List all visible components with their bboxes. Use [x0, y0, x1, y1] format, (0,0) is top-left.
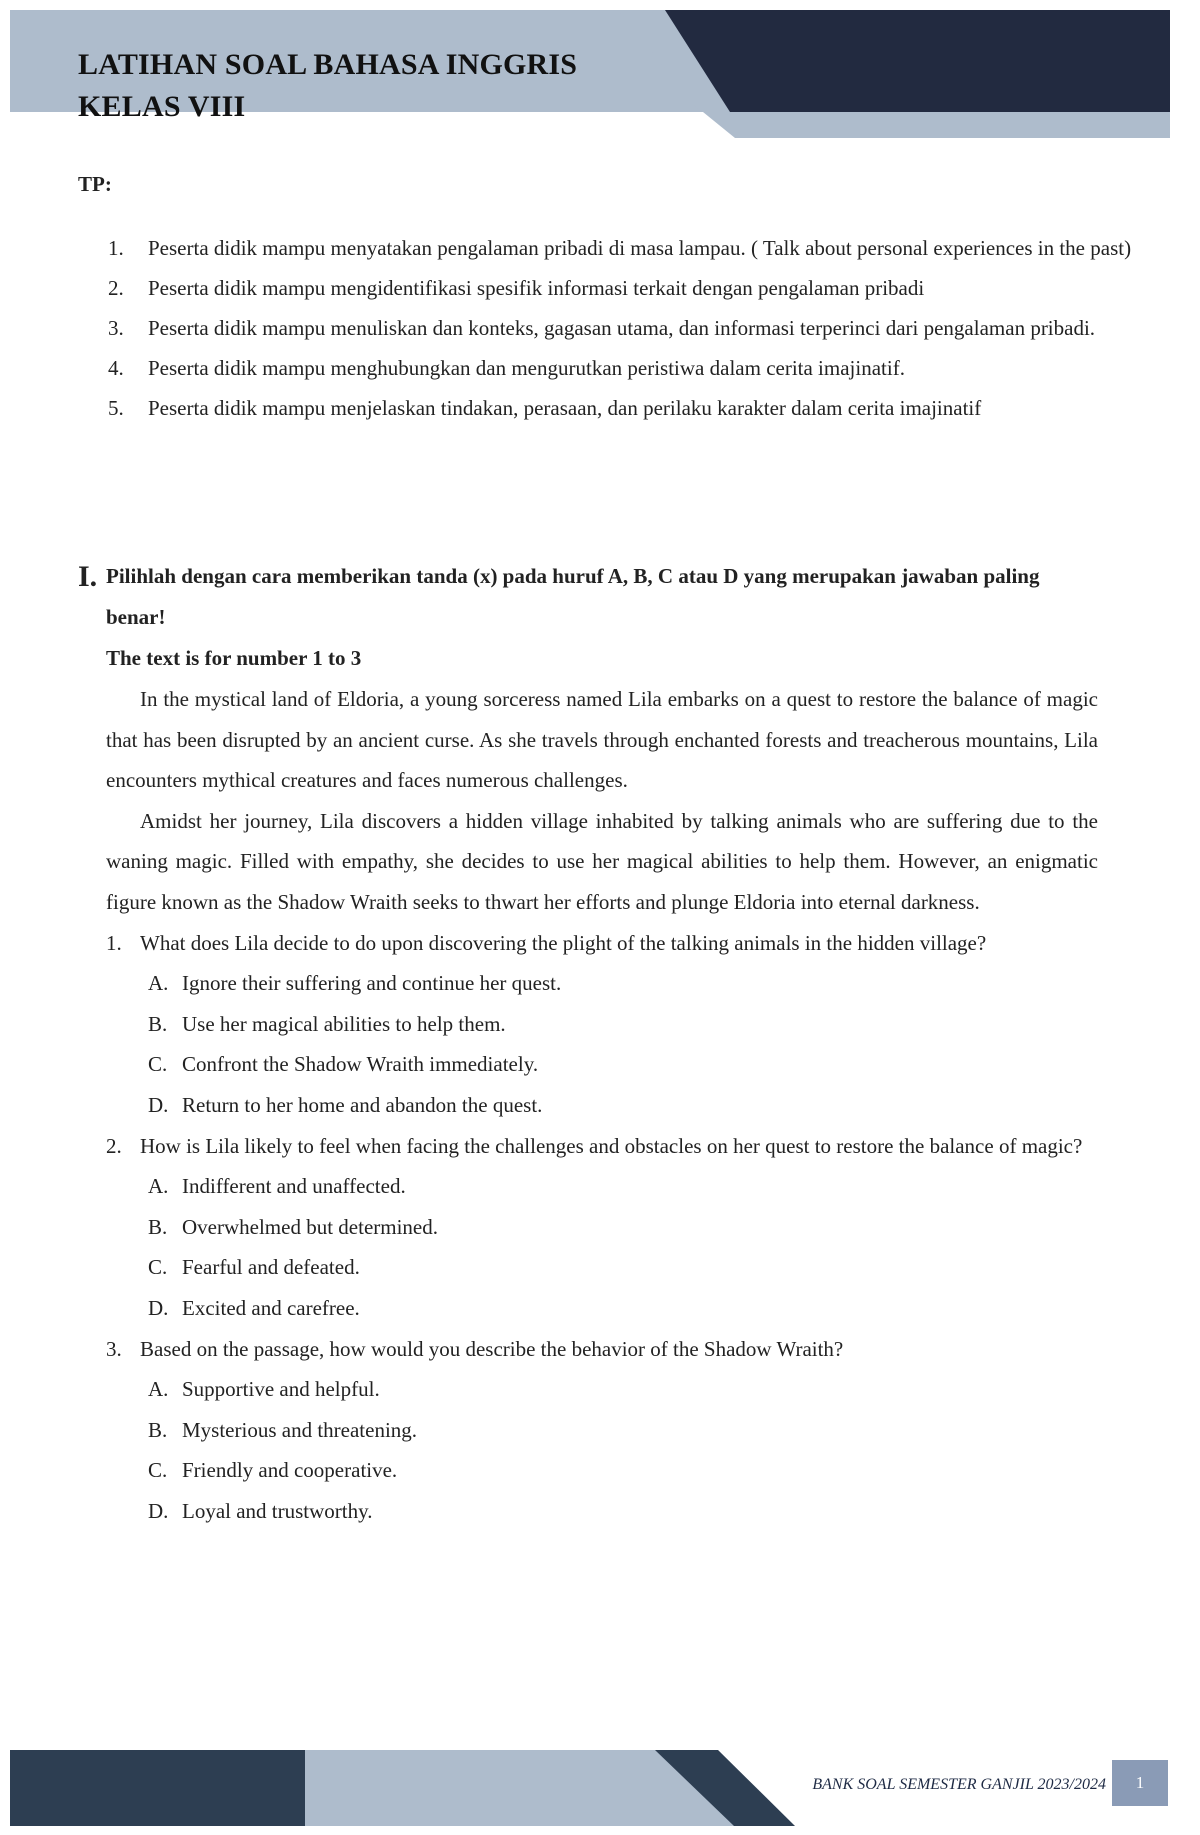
option-text: Ignore their suffering and continue her quest.	[182, 971, 562, 996]
question-text: What does Lila decide to do upon discovering the plight of the talking animals in the hidden village?	[140, 930, 987, 955]
question-number: 3.	[106, 1336, 122, 1361]
answer-option[interactable]	[148, 1491, 1098, 1532]
tp-item	[108, 228, 1172, 268]
answer-option[interactable]	[148, 1247, 1098, 1288]
option-letter: A.	[148, 1174, 169, 1199]
header-band	[0, 0, 1200, 150]
section-numeral: I.	[78, 560, 98, 593]
question-number: 1.	[106, 930, 122, 955]
option-text: Fearful and defeated.	[182, 1255, 360, 1280]
tp-item	[108, 388, 1172, 428]
answer-option[interactable]	[148, 1369, 1098, 1410]
option-text: Overwhelmed but determined.	[182, 1214, 438, 1239]
question-number: 2.	[106, 1133, 122, 1158]
tp-item-text: Peserta didik mampu mengidentifikasi spesifik informasi terkait dengan pengalaman pribadi	[148, 276, 925, 300]
answer-option[interactable]	[148, 1085, 1098, 1126]
question-text: Based on the passage, how would you describe the behavior of the Shadow Wraith?	[140, 1336, 844, 1361]
tp-list	[108, 228, 1172, 428]
tp-item-number: 5.	[108, 396, 124, 420]
tp-item	[108, 268, 1172, 308]
header-navy-band	[665, 10, 1170, 112]
answer-option[interactable]	[148, 1207, 1098, 1248]
tp-item	[108, 308, 1172, 348]
reading-paragraph: In the mystical land of Eldoria, a young sorceress named Lila embarks on a quest to restore the balance of magic that has been disrupted by an ancient curse. As she travels through enchanted forests and treacherous mountains, Lila encounters mythical creatures and faces numerous challenges.	[106, 687, 1098, 793]
section-1	[78, 556, 1098, 1531]
question-text: How is Lila likely to feel when facing the challenges and obstacles on her quest to restore the balance of magic?	[140, 1133, 1083, 1158]
option-letter: C.	[148, 1052, 168, 1077]
tp-label: TP:	[78, 172, 112, 196]
option-text: Supportive and helpful.	[182, 1377, 380, 1402]
title-line-2: KELAS VIII	[78, 90, 246, 123]
option-text: Mysterious and threatening.	[182, 1417, 418, 1442]
tp-item-text: Peserta didik mampu menjelaskan tindakan, perasaan, dan perilaku karakter dalam cerita imajinatif	[148, 396, 982, 420]
option-letter: D.	[148, 1295, 169, 1320]
option-text: Loyal and trustworthy.	[182, 1498, 373, 1523]
question	[106, 1126, 1098, 1167]
footer-label: BANK SOAL SEMESTER GANJIL 2023/2024	[812, 1776, 1106, 1793]
answer-option[interactable]	[148, 963, 1098, 1004]
page-number: 1	[1112, 1760, 1168, 1806]
tp-item-number: 1.	[108, 236, 124, 260]
answer-option[interactable]	[148, 1410, 1098, 1451]
option-letter: D.	[148, 1498, 169, 1523]
option-text: Confront the Shadow Wraith immediately.	[182, 1052, 539, 1077]
text-for-label: The text is for number 1 to 3	[106, 646, 362, 670]
answer-option[interactable]	[148, 1166, 1098, 1207]
option-text: Excited and carefree.	[182, 1295, 360, 1320]
section-heading	[78, 556, 1098, 638]
page-title	[78, 44, 577, 128]
section-instruction: Pilihlah dengan cara memberikan tanda (x) pada huruf A, B, C atau D yang merupakan jawaban paling benar!	[106, 564, 1040, 629]
option-letter: D.	[148, 1092, 169, 1117]
option-text: Return to her home and abandon the quest.	[182, 1092, 543, 1117]
tp-item-number: 2.	[108, 276, 124, 300]
option-letter: B.	[148, 1011, 168, 1036]
option-text: Use her magical abilities to help them.	[182, 1011, 506, 1036]
option-text: Indifferent and unaffected.	[182, 1174, 406, 1199]
option-text: Friendly and cooperative.	[182, 1458, 398, 1483]
question	[106, 1329, 1098, 1370]
tp-item	[108, 348, 1172, 388]
option-letter: B.	[148, 1214, 168, 1239]
answer-option[interactable]	[148, 1004, 1098, 1045]
footer-dark-block	[10, 1750, 305, 1826]
tp-item-text: Peserta didik mampu menyatakan pengalaman pribadi di masa lampau. ( Talk about personal experiences in the past)	[148, 236, 1132, 260]
answer-option[interactable]	[148, 1288, 1098, 1329]
option-letter: C.	[148, 1255, 168, 1280]
tp-item-text: Peserta didik mampu menuliskan dan konteks, gagasan utama, dan informasi terperinci dari pengalaman pribadi.	[148, 316, 1096, 340]
title-line-1: LATIHAN SOAL BAHASA INGGRIS	[78, 48, 578, 81]
tp-item-number: 3.	[108, 316, 124, 340]
option-letter: C.	[148, 1458, 168, 1483]
reading-paragraph: Amidst her journey, Lila discovers a hidden village inhabited by talking animals who are suffering due to the waning magic. Filled with empathy, she decides to use her magical abilities to help them. However, an enigmatic figure known as the Shadow Wraith seeks to thwart her efforts and plunge Eldoria into eternal darkness.	[106, 808, 1098, 914]
answer-option[interactable]	[148, 1450, 1098, 1491]
answer-option[interactable]	[148, 1044, 1098, 1085]
option-letter: B.	[148, 1417, 168, 1442]
option-letter: A.	[148, 1377, 169, 1402]
tp-item-number: 4.	[108, 356, 124, 380]
option-letter: A.	[148, 971, 169, 996]
question	[106, 923, 1098, 964]
tp-item-text: Peserta didik mampu menghubungkan dan mengurutkan peristiwa dalam cerita imajinatif.	[148, 356, 905, 380]
